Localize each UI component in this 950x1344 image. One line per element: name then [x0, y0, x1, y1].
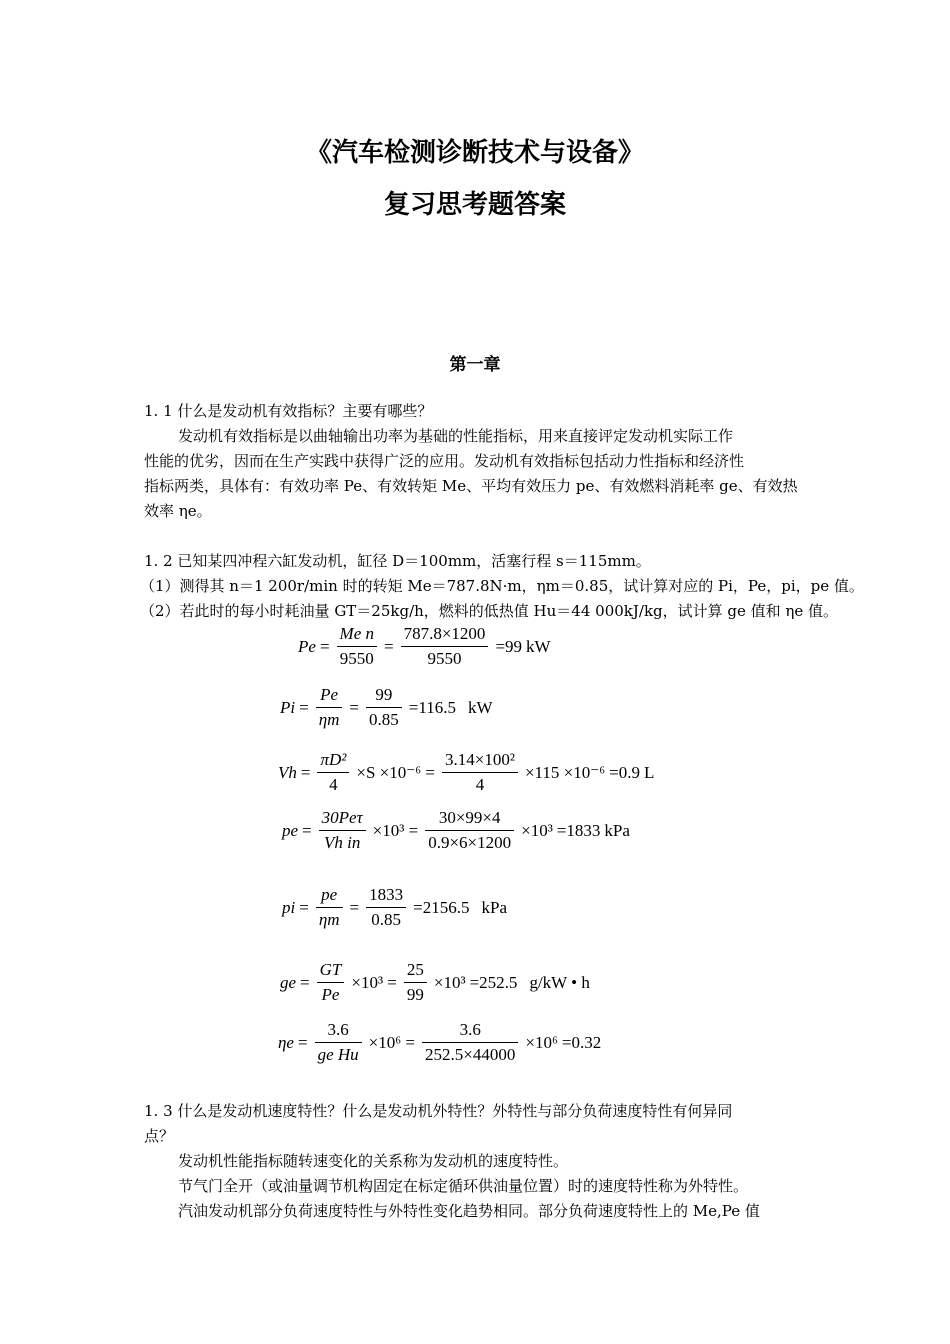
answer-1-1-line4: 效率 ηe。: [144, 502, 212, 520]
eq-operator: ×10⁶: [525, 1032, 558, 1052]
eq-numerator: πD²: [320, 750, 347, 769]
equation-pi-mean: pi = $\frac{pe}{\eta m}$ = $\frac{1833}{0.85}$ =2156.5 kPa: [282, 885, 507, 929]
eq-numerator: 3.14×100²: [442, 750, 518, 773]
question-1-3-line2: 点？: [144, 1127, 175, 1145]
equation-pe-mean: pe = $\frac{\text{30Peτ}}{\text{Vh in}}$ ×10³ = $\frac{30\times 99\times 4}{0.9\times 6\times 1200}$ ×10³ =1833 kPa: [282, 808, 630, 852]
answer-1-3-line1: 发动机性能指标随转速变化的关系称为发动机的速度特性。: [178, 1152, 569, 1170]
eq-denominator: 4: [329, 775, 338, 794]
answer-1-1-line3: 指标两类，具体有：有效功率 Pe、有效转矩 Me、平均有效压力 pe、有效燃料消耗率 ge、有效热: [144, 477, 798, 495]
eq-result: =0.9: [609, 762, 640, 782]
eq-lhs: ge: [280, 972, 297, 992]
chapter-heading: 第一章: [449, 355, 501, 375]
eq-unit: g/kW • h: [529, 972, 590, 992]
eq-result: =252.5: [469, 972, 518, 992]
eq-unit: kW: [526, 636, 551, 656]
eq-numerator: 30×99×4: [425, 808, 514, 831]
eq-unit: kW: [467, 697, 493, 717]
eq-denominator: 0.9×6×1200: [428, 833, 512, 852]
eq-denominator: 4: [475, 775, 485, 794]
eq-lhs: Pi: [280, 697, 296, 717]
eq-numerator: 787.8×1200: [401, 624, 489, 647]
eq-result: =2156.5: [413, 897, 470, 917]
answer-1-3-line3: 汽油发动机部分负荷速度特性与外特性变化趋势相同。部分负荷速度特性上的 Me,Pe 值: [178, 1202, 760, 1220]
eq-denominator: ηm: [318, 910, 340, 929]
eq-unit: kPa: [481, 897, 507, 917]
eq-result: =1833: [556, 820, 601, 840]
eq-denominator: 252.5×44000: [425, 1045, 516, 1064]
eq-numerator: 99: [366, 685, 402, 708]
question-1-2-part1: （1）测得其 n＝1 200r/min 时的转矩 Me＝787.8N·m，ηm＝0.85，试计算对应的 Pi，Pe，pi，pe 值。: [140, 577, 864, 595]
eq-numerator: 30Peτ: [321, 808, 363, 827]
eq-result: =116.5: [408, 697, 456, 717]
eq-operator: ×S ×10⁻⁶ =: [356, 762, 435, 782]
eq-result: =99: [495, 636, 523, 656]
equation-pe: Pe = $\frac{\text{Me n}}{9550}$ = $\frac{787.8\times 1200}{9550}$ =99 kW: [298, 624, 551, 668]
eq-operator: ×115 ×10⁻⁶: [524, 762, 606, 782]
eq-denominator: Vh in: [323, 833, 361, 852]
eq-denominator: 9550: [427, 649, 462, 668]
eq-numerator: pe: [321, 885, 338, 904]
equation-eta-e: ηe = $\frac{3.6}{\text{ge Hu}}$ ×10⁶ = $\frac{3.6}{252.5\times 44000}$ ×10⁶ =0.32: [278, 1020, 602, 1064]
eq-unit: L: [643, 762, 655, 782]
equation-pi: Pi = $\frac{Pe}{\eta m}$ = $\frac{99}{0.85}$ =116.5 kW: [280, 685, 493, 729]
question-1-1: 1. 1 什么是发动机有效指标？主要有哪些？: [144, 402, 433, 420]
eq-denominator: Pe: [321, 985, 340, 1004]
eq-numerator: 3.6: [422, 1020, 518, 1043]
eq-operator: ×10³ =: [351, 972, 397, 992]
eq-lhs: pe: [282, 820, 299, 840]
equation-vh: Vh = $\frac{\text{πD²}}{4}$ ×S ×10⁻⁶ = $\frac{\text{3.14×100²}}{4}$ ×115 ×10⁻⁶ =0.9 L: [278, 750, 655, 794]
eq-denominator: 99: [406, 985, 424, 1004]
eq-operator: ×10³: [521, 820, 553, 840]
eq-result: =0.32: [561, 1032, 602, 1052]
eq-unit: kPa: [604, 820, 630, 840]
answer-1-1-line2: 性能的优劣，因而在生产实践中获得广泛的应用。发动机有效指标包括动力性指标和经济性: [144, 452, 745, 470]
equation-ge: ge = $\frac{GT}{Pe}$ ×10³ = $\frac{25}{99}$ ×10³ =252.5 g/kW • h: [280, 960, 590, 1004]
eq-numerator: 1833: [366, 885, 406, 908]
eq-denominator: 0.85: [371, 910, 402, 929]
document-title: 《汽车检测诊断技术与设备》: [305, 138, 644, 168]
eq-operator: ×10³: [433, 972, 466, 992]
eq-denominator: ηm: [318, 710, 340, 729]
question-1-2-part2: （2）若此时的每小时耗油量 GT＝25kg/h，燃料的低热值 Hu＝44 000kJ/kg，试计算 ge 值和 ηe 值。: [140, 602, 839, 620]
eq-lhs: Vh: [278, 762, 297, 782]
eq-numerator: Me n: [339, 624, 374, 643]
eq-numerator: GT: [319, 960, 342, 979]
eq-operator: ×10³ =: [372, 820, 419, 840]
eq-denominator: 9550: [339, 649, 374, 668]
answer-1-3-line2: 节气门全开（或油量调节机构固定在标定循环供油量位置）时的速度特性称为外特性。: [178, 1177, 749, 1195]
eq-numerator: 3.6: [315, 1020, 362, 1043]
eq-operator: ×10⁶ =: [368, 1032, 416, 1052]
eq-numerator: 25: [404, 960, 427, 983]
question-1-3-line1: 1. 3 什么是发动机速度特性？什么是发动机外特性？外特性与部分负荷速度特性有何异同: [144, 1102, 733, 1120]
document-subtitle: 复习思考题答案: [383, 190, 566, 220]
eq-lhs: ηe: [278, 1032, 294, 1052]
eq-denominator: ge Hu: [317, 1045, 359, 1064]
answer-1-1-line1: 发动机有效指标是以曲轴输出功率为基础的性能指标，用来直接评定发动机实际工作: [178, 427, 734, 445]
eq-denominator: 0.85: [369, 710, 399, 729]
question-1-2: 1. 2 已知某四冲程六缸发动机，缸径 D＝100mm，活塞行程 s＝115mm。: [144, 552, 651, 570]
eq-numerator: Pe: [320, 685, 339, 704]
eq-lhs: Pe: [298, 636, 316, 656]
eq-lhs: pi: [282, 897, 296, 917]
